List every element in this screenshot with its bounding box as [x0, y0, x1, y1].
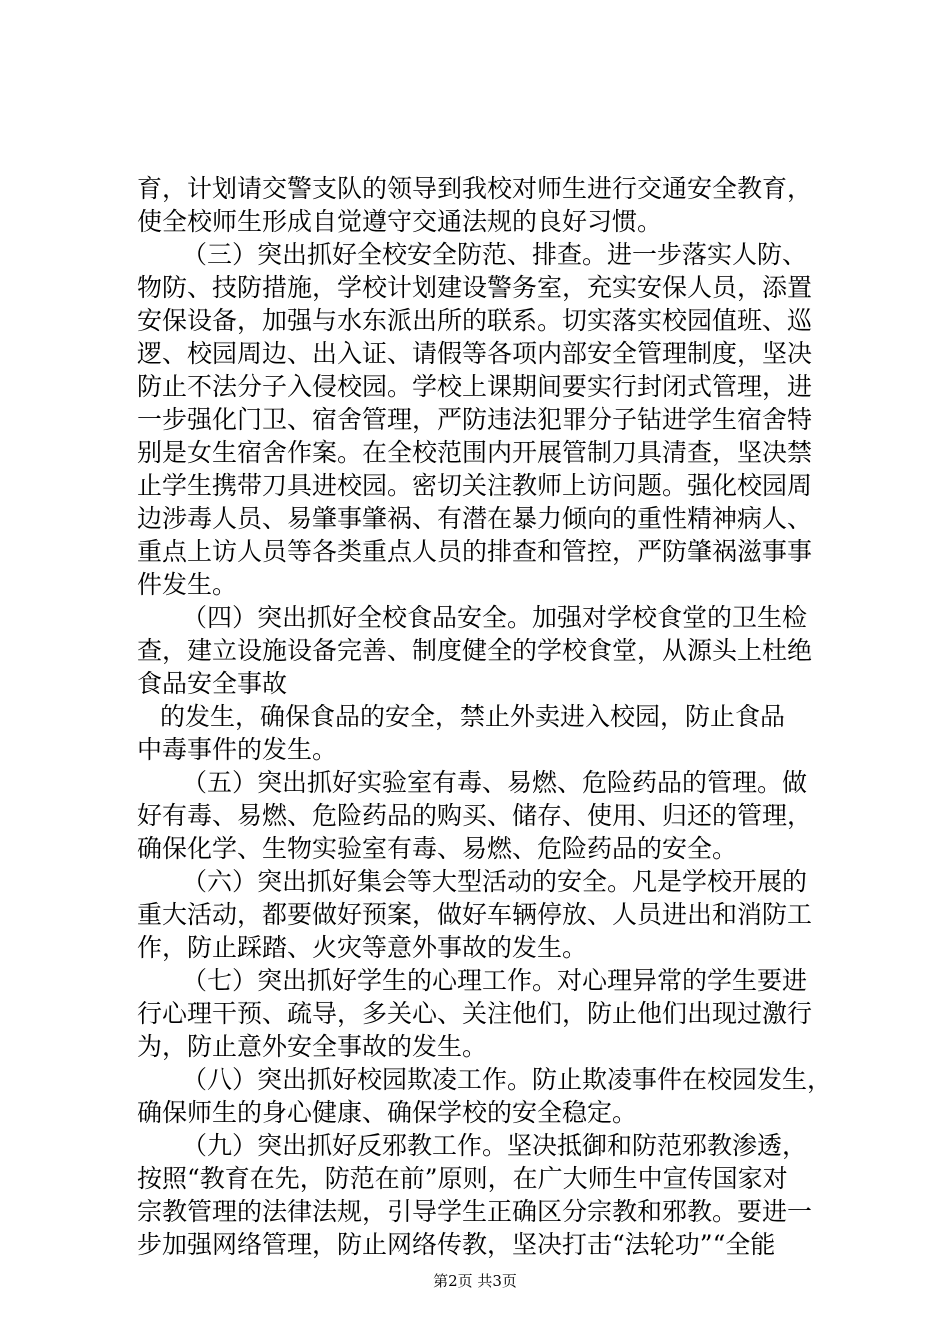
- text-line: 别是女生宿舍作案。在全校范围内开展管制刀具清查，坚决禁: [137, 438, 813, 467]
- text-line: 为，防止意外安全事故的发生。: [137, 1032, 488, 1061]
- paragraph-start-line: （三）突出抓好全校安全防范、排查。进一步落实人防、: [182, 240, 808, 269]
- page-footer: 第2页 共3页: [433, 1272, 517, 1290]
- text-line: 行心理干预、疏导，多关心、关注他们，防止他们出现过激行: [137, 999, 813, 1028]
- text-line: 物防、技防措施，学校计划建设警务室，充实安保人员，添置: [137, 273, 813, 302]
- text-line: 步加强网络管理，防止网络传教，坚决打击“法轮功”“全能: [137, 1230, 776, 1259]
- text-line: 重点上访人员等各类重点人员的排查和管控，严防肇祸滋事事: [137, 537, 813, 566]
- text-line: 食品安全事故: [137, 669, 288, 698]
- text-line: 止学生携带刀具进校园。密切关注教师上访问题。强化校园周: [137, 471, 813, 500]
- text-line: 确保师生的身心健康、确保学校的安全稳定。: [137, 1098, 638, 1127]
- text-line: 作，防止踩踏、火灾等意外事故的发生。: [137, 933, 588, 962]
- text-line: 宗教管理的法律法规，引导学生正确区分宗教和邪教。要进一: [137, 1197, 813, 1226]
- text-line: 防止不法分子入侵校园。学校上课期间要实行封闭式管理，进: [137, 372, 813, 401]
- text-line: 使全校师生形成自觉遵守交通法规的良好习惯。: [137, 207, 663, 236]
- paragraph-start-line: （九）突出抓好反邪教工作。坚决抵御和防范邪教渗透，: [182, 1131, 808, 1160]
- text-line: 边涉毒人员、易肇事肇祸、有潜在暴力倾向的重性精神病人、: [137, 504, 813, 533]
- text-line: 件发生。: [137, 570, 238, 599]
- paragraph-start-line: （四）突出抓好全校食品安全。加强对学校食堂的卫生检: [182, 603, 808, 632]
- text-line: 的发生，确保食品的安全，禁止外卖进入校园，防止食品: [160, 702, 786, 731]
- paragraph-start-line: （八）突出抓好校园欺凌工作。防止欺凌事件在校园发生，: [182, 1065, 833, 1094]
- paragraph-start-line: （五）突出抓好实验室有毒、易燃、危险药品的管理。做: [182, 768, 808, 797]
- text-line: 育，计划请交警支队的领导到我校对师生进行交通安全教育，: [137, 174, 813, 203]
- text-line: 查，建立设施设备完善、制度健全的学校食堂，从源头上杜绝: [137, 636, 813, 665]
- text-line: 中毒事件的发生。: [137, 735, 338, 764]
- text-line: 按照“教育在先，防范在前”原则，在广大师生中宣传国家对: [137, 1164, 788, 1193]
- text-line: 安保设备，加强与水东派出所的联系。切实落实校园值班、巡: [137, 306, 813, 335]
- text-line: 确保化学、生物实验室有毒、易燃、危险药品的安全。: [137, 834, 738, 863]
- paragraph-start-line: （六）突出抓好集会等大型活动的安全。凡是学校开展的: [182, 867, 808, 896]
- text-line: 重大活动，都要做好预案，做好车辆停放、人员进出和消防工: [137, 900, 813, 929]
- paragraph-start-line: （七）突出抓好学生的心理工作。对心理异常的学生要进: [182, 966, 808, 995]
- text-line: 一步强化门卫、宿舍管理，严防违法犯罪分子钻进学生宿舍特: [137, 405, 813, 434]
- text-line: 逻、校园周边、出入证、请假等各项内部安全管理制度，坚决: [137, 339, 813, 368]
- text-line: 好有毒、易燃、危险药品的购买、储存、使用、归还的管理，: [137, 801, 813, 830]
